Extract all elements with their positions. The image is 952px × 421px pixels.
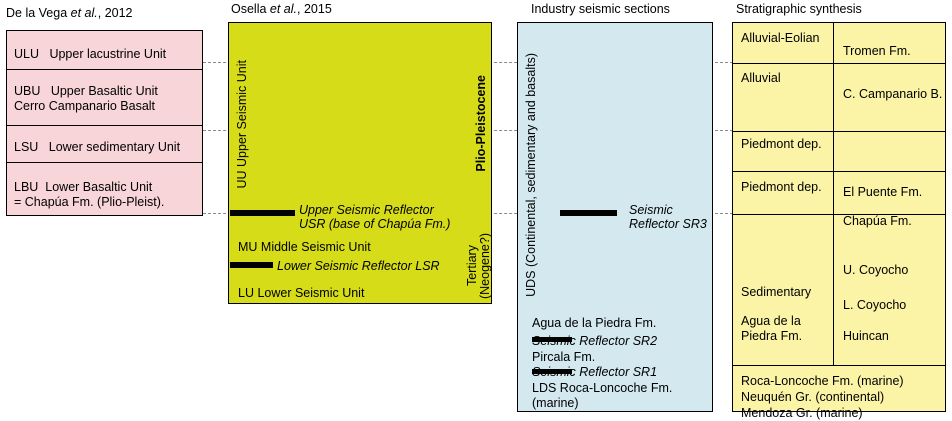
column-title-de-la-vega-italic: et al. [70, 6, 98, 20]
c3-lds-roca-loncoche: LDS Roca-Loncoche Fm. [532, 381, 673, 395]
c1-row-lbu [7, 175, 202, 210]
c4-hline-5 [733, 365, 945, 366]
c1-divider-2 [7, 125, 202, 126]
c4-bottom-mendoza: Mendoza Gr. (marine) [741, 406, 863, 420]
c4-left-piedra-fm: Piedra Fm. [741, 329, 803, 343]
c1-code-ulu: ULU [14, 47, 40, 61]
c4-hline-2 [733, 131, 945, 132]
c4-right-u-coyocho: U. Coyocho [843, 263, 909, 277]
c3-sr1-label: Seismic Reflector SR1 [532, 365, 658, 379]
column-title-synthesis: Stratigraphic synthesis [736, 2, 862, 16]
c1-code-lsu: LSU [14, 140, 39, 154]
c4-left-sedimentary: Sedimentary [741, 285, 812, 299]
c1-code-lbu: LBU [14, 180, 39, 194]
column-title-de-la-vega-tail: , 2012 [97, 6, 133, 20]
c3-uds-label [520, 30, 542, 320]
c4-left-alluvial: Alluvial [741, 71, 781, 85]
c4-bottom-roca-loncoche: Roca-Loncoche Fm. (marine) [741, 374, 904, 388]
c4-hline-3 [733, 171, 945, 172]
column-title-de-la-vega-main: De la Vega [6, 6, 71, 20]
c2-usr-label-line2: USR (base of Chapúa Fm.) [299, 217, 451, 231]
c3-sr3-bar [560, 210, 617, 216]
c3-pircala: Pircala Fm. [532, 350, 596, 364]
column-title-osella-tail: , 2015 [297, 2, 332, 16]
c4-right-l-coyocho: L. Coyocho [843, 298, 907, 312]
c2-usr-label [299, 203, 450, 231]
c1-text-lbu: Lower Basaltic Unit [45, 180, 153, 194]
c3-sr3-label [629, 203, 707, 231]
c4-hline-4 [733, 214, 945, 215]
c2-upper-seismic-unit-text: UU Upper Seismic Unit [235, 59, 249, 189]
c2-middle-unit-label: MU Middle Seismic Unit [238, 240, 371, 254]
column-title-industry: Industry seismic sections [531, 2, 670, 16]
c1-text-ubu-2: Cerro Campanario Basalt [14, 99, 156, 113]
c2-tertiary-text: Tertiary [465, 245, 479, 287]
c1-text-ubu: Upper Basaltic Unit [50, 84, 158, 98]
column-title-osella [231, 2, 332, 16]
c4-right-huincan: Huincan [843, 329, 889, 343]
c4-hline-1 [733, 63, 945, 64]
c1-divider-1 [7, 69, 202, 70]
panel-de-la-vega [6, 30, 203, 216]
c1-text-lbu-2: = Chapúa Fm. (Plio-Pleist). [14, 195, 165, 209]
c4-right-campanario: C. Campanario B. [843, 87, 943, 101]
c2-lower-unit-label: LU Lower Seismic Unit [238, 286, 365, 300]
c3-lds-marine: (marine) [532, 396, 579, 410]
c2-plio-pleistocene-text: Plio-Pleistocene [474, 74, 488, 172]
c2-usr-label-line1: Upper Seismic Reflector [299, 203, 434, 217]
c4-right-chapua: Chapúa Fm. [843, 214, 912, 228]
c1-text-lsu: Lower sedimentary Unit [48, 140, 181, 154]
c1-divider-3 [7, 162, 202, 163]
c1-row-lsu [7, 135, 202, 155]
c4-right-tromen: Tromen Fm. [843, 44, 911, 58]
c4-vertical-divider [833, 23, 834, 365]
c1-row-ubu [7, 79, 202, 114]
c4-left-alluvial-eolian: Alluvial-Eolian [741, 31, 820, 45]
c4-left-agua-de-la: Agua de la [741, 314, 801, 328]
panel-stratigraphic-synthesis [732, 22, 946, 420]
c2-neogene-text: (Neogene?) [478, 232, 492, 299]
c4-bottom-neuquen: Neuquén Gr. (continental) [741, 390, 885, 404]
c1-row-ulu [7, 42, 202, 62]
c2-tertiary-label [466, 230, 492, 302]
c3-sr2-label: Seismic Reflector SR2 [532, 334, 658, 348]
c3-uds-text: UDS (Continental, sedimentary and basalts) [524, 53, 538, 297]
c3-agua-de-la-piedra: Agua de la Piedra Fm. [532, 316, 657, 330]
c2-lsr-label: Lower Seismic Reflector LSR [277, 259, 440, 273]
column-title-osella-italic: et al. [269, 2, 298, 16]
c3-sr3-label-line2: Reflector SR3 [629, 217, 707, 231]
c4-left-piedmont-1: Piedmont dep. [741, 137, 822, 151]
c1-code-ubu: UBU [14, 84, 41, 98]
column-title-de-la-vega [6, 6, 133, 20]
column-title-osella-main: Osella [231, 2, 270, 16]
c2-lsr-bar [230, 262, 273, 268]
c3-sr3-label-line1: Seismic [629, 203, 673, 217]
c2-usr-bar [230, 210, 295, 216]
c2-plio-pleistocene-label [470, 28, 492, 218]
c1-text-ulu: Upper lacustrine Unit [49, 47, 167, 61]
c4-right-el-puente: El Puente Fm. [843, 185, 923, 199]
c2-upper-seismic-unit-label [231, 30, 253, 218]
c4-left-piedmont-2: Piedmont dep. [741, 180, 822, 194]
